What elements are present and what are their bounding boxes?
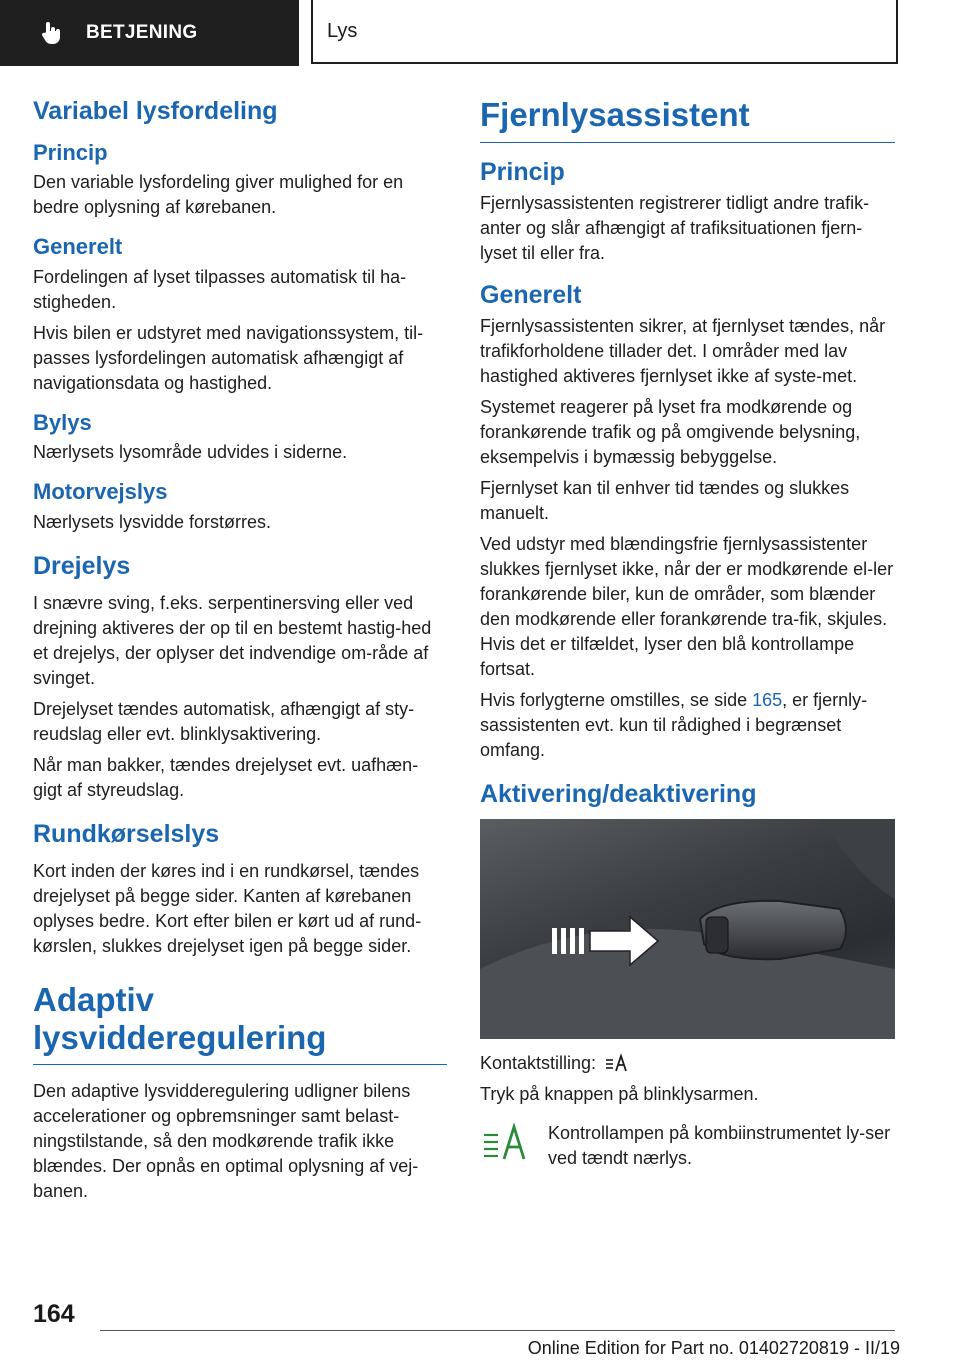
variabel-princip-title: Princip xyxy=(33,140,108,165)
rundkoerselslys-title: Rundkørselslys xyxy=(33,819,220,848)
fjernlys-generelt-text-1: Fjernlysassistenten sikrer, at fjernlyset tændes, når trafikforholdene tillader det. I områder med lav hastighed aktiveres fjernlyset ikke af syste-met. xyxy=(480,315,886,386)
bylys-text: Nærlysets lysområde udvides i siderne. xyxy=(33,442,348,463)
left-column xyxy=(33,96,447,1210)
edition-text: Online Edition for Part no. 01402720819 - II/19 xyxy=(527,1338,900,1358)
adaptiv-text: Den adaptive lysvidderegulering udligner bilens accelerationer og opbremsninger samt belast-ningstilstande, så den modkørende trafik ikke blændes. Der opnås en optimal oplysning af vej-banen. xyxy=(33,1081,419,1202)
chapter-tab xyxy=(311,0,898,64)
page-footer xyxy=(0,1290,960,1362)
indicator-row xyxy=(480,1121,895,1177)
fjernlys-princip-text: Fjernlysassistenten registrerer tidligt andre trafik-anter og slår afhængigt af trafiksituationen fjern-lyset til eller fra. xyxy=(480,192,870,263)
page-number: 164 xyxy=(33,1300,75,1328)
text-5-after: , er fjernly-sassistenten evt. kun til rådighed i begrænset omfang. xyxy=(480,689,868,760)
motorvejslys-title: Motorvejslys xyxy=(33,479,168,505)
variabel-generelt-text-2: Hvis bilen er udstyret med navigationssystem, til-passes lysfordelingen automatisk afhængigt af navigationsdata og hastighed. xyxy=(33,322,424,393)
page-link-165[interactable]: 165 xyxy=(752,689,783,710)
auto-headlight-icon xyxy=(604,1053,630,1075)
page-header xyxy=(0,0,960,66)
fjernlys-title: Fjernlysassistent xyxy=(480,96,895,143)
drejelys-text-3: Når man bakker, tændes drejelyset evt. uafhæn-gigt af styreudslag. xyxy=(33,754,419,800)
chapter-label: Lys xyxy=(327,19,358,42)
high-beam-assist-indicator-icon xyxy=(480,1121,532,1165)
section-label: BETJENING xyxy=(86,22,198,43)
variabel-generelt-title: Generelt xyxy=(33,234,123,260)
drejelys-title: Drejelys xyxy=(33,551,131,580)
drejelys-text-1: I snævre sving, f.eks. serpentinersving eller ved drejning aktiveres der op til en bestemt hastig-hed et drejelys, der oplyser det indvendige om-råde af svinget. xyxy=(33,592,432,688)
fjernlys-generelt-title: Generelt xyxy=(480,280,582,309)
fjernlys-generelt-text-5 xyxy=(480,688,895,763)
variabel-generelt-text-1: Fordelingen af lyset tilpasses automatisk til ha-stigheden. xyxy=(33,266,407,312)
text-5-before: Hvis forlygterne omstilles, se side xyxy=(480,689,753,710)
bylys-title: Bylys xyxy=(33,409,92,435)
kontakt-label: Kontaktstilling: xyxy=(480,1052,597,1073)
indicator-text: Kontrollampen på kombiinstrumentet ly-ser ved tændt nærlys. xyxy=(548,1122,891,1168)
kontakt-line xyxy=(480,1051,895,1076)
fjernlys-generelt-text-2: Systemet reagerer på lyset fra modkørende og forankørende trafik og på omgivende belysning, eksempelvis i bymæssig bebyggelse. xyxy=(480,396,861,467)
motorvejslys-text: Nærlysets lysvidde forstørres. xyxy=(33,511,272,532)
rundkoerselslys-text: Kort inden der køres ind i en rundkørsel, tændes drejelyset på begge sider. Kanten af kørebanen oplyses bedre. Kort efter bilen er kørt ud af rund-kørslen, slukkes drejelyset igen på begge sider. xyxy=(33,860,422,956)
section-tab xyxy=(0,0,299,66)
footer-divider xyxy=(100,1330,895,1331)
variabel-title: Variabel lysfordeling xyxy=(33,97,278,125)
aktivering-title: Aktivering/deaktivering xyxy=(480,779,757,808)
turn-signal-lever-photo xyxy=(480,819,895,1039)
adaptiv-title: Adaptiv lysvidderegulering xyxy=(33,981,447,1066)
drejelys-text-2: Drejelyset tændes automatisk, afhængigt af sty-reudslag eller evt. blinklysaktivering. xyxy=(33,698,415,744)
fjernlys-generelt-text-4: Ved udstyr med blændingsfrie fjernlysassistenter slukkes fjernlyset ikke, når der er modkørende el-ler forankørende biler, kun de områder, som blænder den modkørende eller forankørende tra-fik, skjules. Hvis det er tilfældet, lyser den blå kontrollampe fortsat. xyxy=(480,533,894,679)
right-column xyxy=(480,96,895,1177)
variabel-princip-text: Den variable lysfordeling giver mulighed for en bedre oplysning af kørebanen. xyxy=(33,172,404,218)
hand-pointer-icon xyxy=(38,20,64,46)
tryk-text: Tryk på knappen på blinklysarmen. xyxy=(480,1083,759,1104)
fjernlys-generelt-text-3: Fjernlyset kan til enhver tid tændes og slukkes manuelt. xyxy=(480,477,850,523)
lever-illustration xyxy=(480,819,895,1039)
fjernlys-princip-title: Princip xyxy=(480,157,565,186)
